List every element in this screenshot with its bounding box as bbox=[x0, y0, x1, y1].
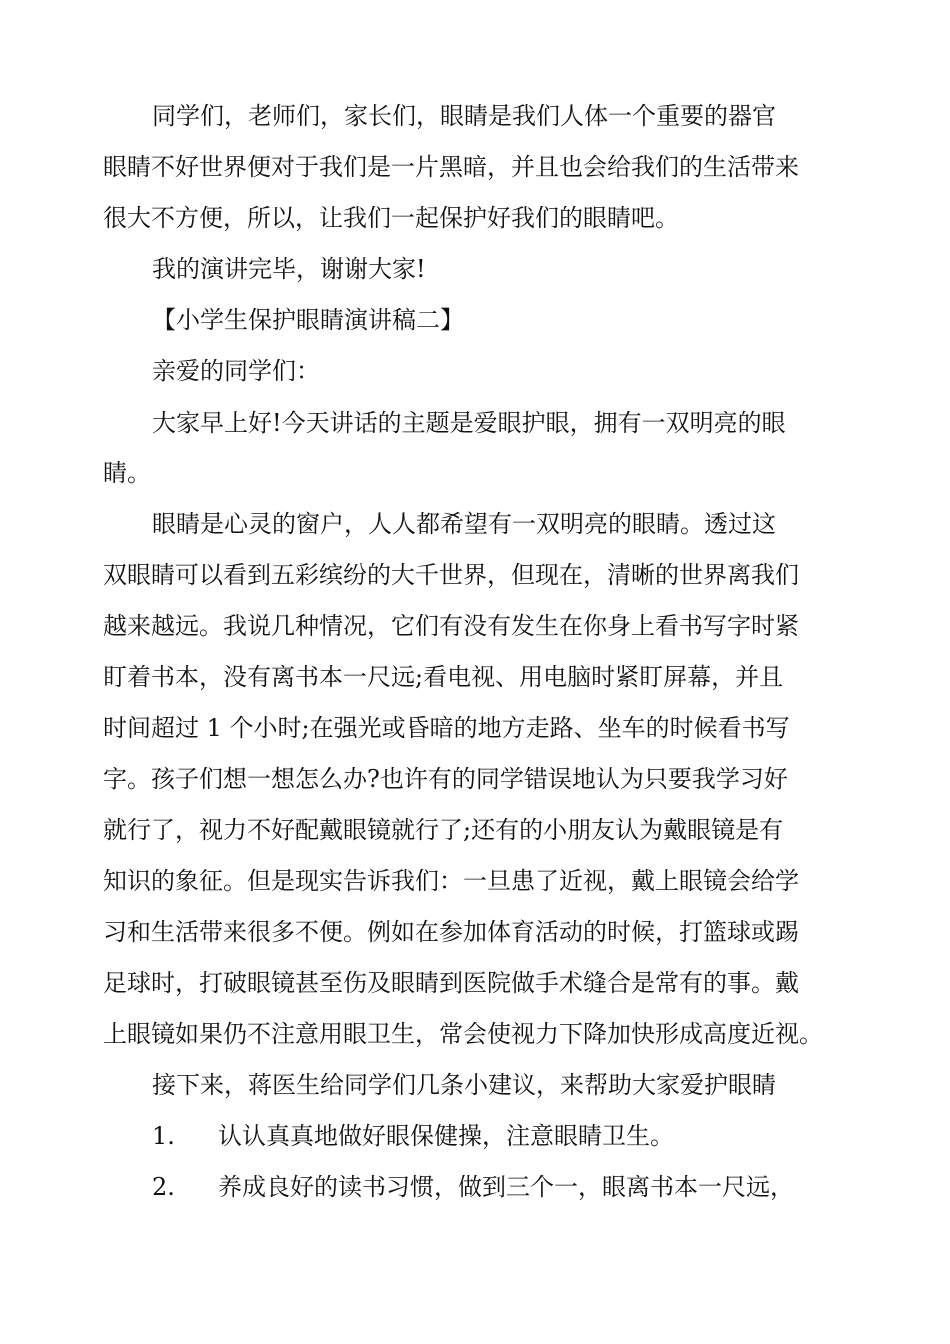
text-line: 大家早上好!今天讲话的主题是爱眼护眼，拥有一双明亮的眼 bbox=[152, 409, 786, 437]
text-line: 我的演讲完毕，谢谢大家! bbox=[152, 255, 426, 283]
text-line: 习和生活带来很多不便。例如在参加体育活动的时候，打篮球或踢 bbox=[103, 918, 799, 946]
text-line: 时间超过 1 个小时;在强光或昏暗的地方走路、坐车的时候看书写 bbox=[103, 714, 790, 742]
list-item-text: 认认真真地做好眼保健操，注意眼睛卫生。 bbox=[218, 1122, 674, 1150]
text-line: 越来越远。我说几种情况，它们有没有发生在你身上看书写字时紧 bbox=[103, 612, 799, 640]
text-line: 字。孩子们想一想怎么办?也许有的同学错误地认为只要我学习好 bbox=[103, 765, 788, 793]
text-line: 上眼镜如果仍不注意用眼卫生，常会使视力下降加快形成高度近视。 bbox=[103, 1020, 823, 1048]
text-line: 足球时，打破眼镜甚至伤及眼睛到医院做手术缝合是常有的事。戴 bbox=[103, 969, 799, 997]
text-line: 很大不方便，所以，让我们一起保护好我们的眼睛吧。 bbox=[103, 204, 679, 232]
text-line: 盯着书本，没有离书本一尺远;看电视、用电脑时紧盯屏幕，并且 bbox=[103, 663, 784, 691]
list-item bbox=[152, 1173, 794, 1201]
list-item-text: 养成良好的读书习惯，做到三个一，眼离书本一尺远， bbox=[218, 1173, 794, 1201]
text-line: 睛。 bbox=[103, 459, 151, 487]
text-line: 眼睛不好世界便对于我们是一片黑暗，并且也会给我们的生活带来 bbox=[103, 153, 799, 181]
list-item-number: 1. bbox=[152, 1122, 175, 1150]
text-line: 接下来，蒋医生给同学们几条小建议，来帮助大家爱护眼睛 bbox=[152, 1071, 776, 1099]
text-line: 知识的象征。但是现实告诉我们：一旦患了近视，戴上眼镜会给学 bbox=[103, 867, 799, 895]
text-line: 就行了，视力不好配戴眼镜就行了;还有的小朋友认为戴眼镜是有 bbox=[103, 816, 784, 844]
list-item bbox=[152, 1122, 674, 1150]
text-line: 双眼睛可以看到五彩缤纷的大千世界，但现在，清晰的世界离我们 bbox=[103, 561, 799, 589]
text-line: 同学们，老师们，家长们，眼睛是我们人体一个重要的器官 bbox=[152, 102, 776, 130]
text-line: 眼睛是心灵的窗户，人人都希望有一双明亮的眼睛。透过这 bbox=[152, 510, 776, 538]
list-item-number: 2. bbox=[152, 1173, 175, 1201]
section-heading: 【小学生保护眼睛演讲稿二】 bbox=[152, 306, 464, 334]
salutation: 亲爱的同学们： bbox=[152, 357, 320, 385]
